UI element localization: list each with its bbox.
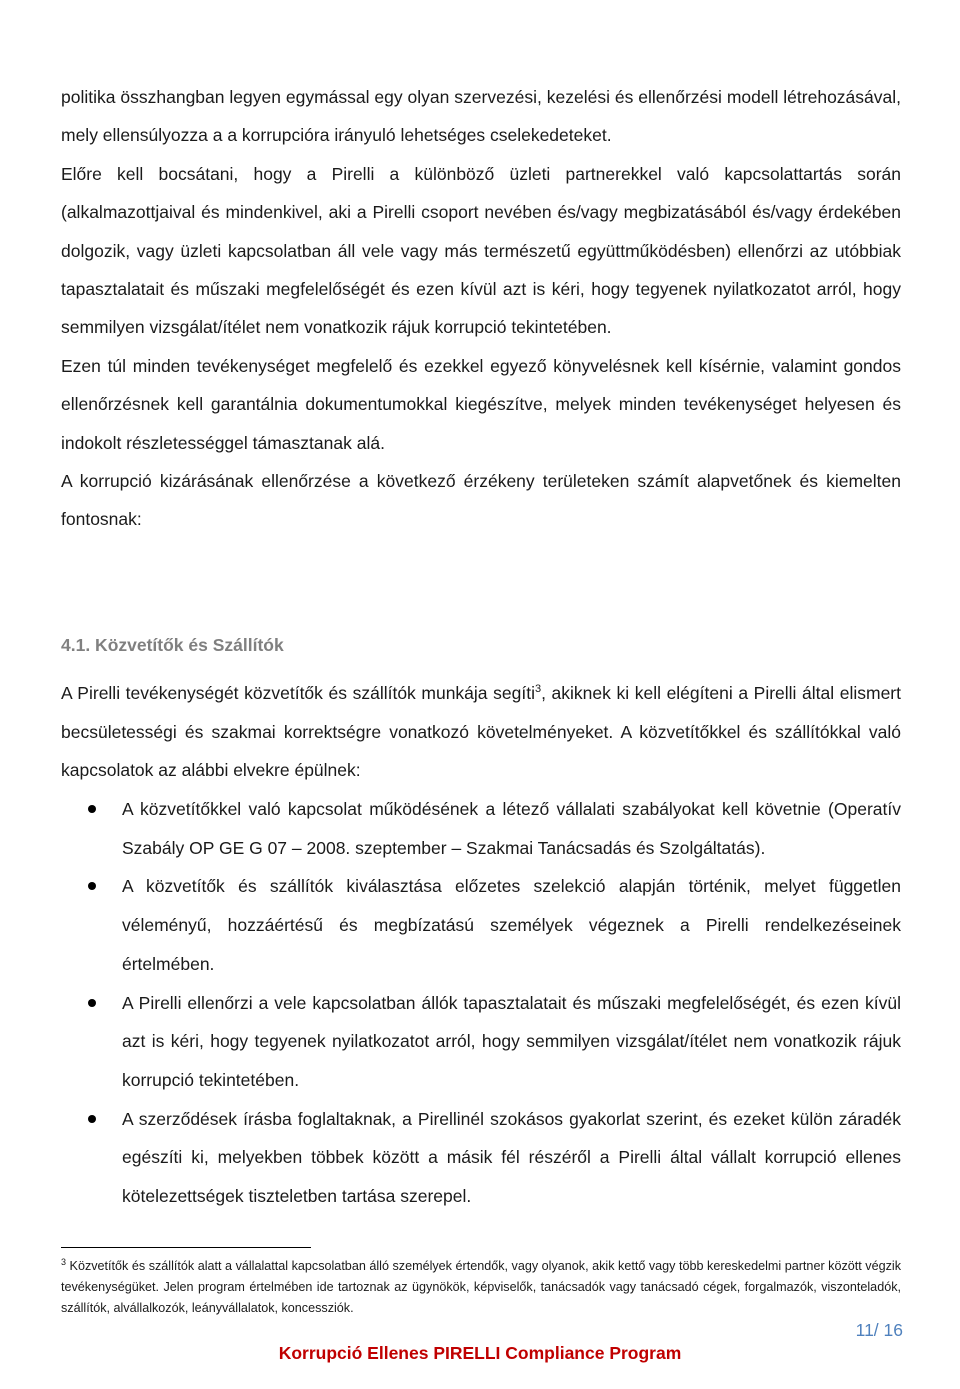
list-item (61, 1100, 901, 1216)
section-intro-text: , akiknek ki kell elégíteni a Pirelli által elismert becsületességi és szakmai korrektségre vonatkozó követelményeket. A közvetítőkkel és szállítókkal való kapcsolatok az alábbi elvekre épülnek: (61, 683, 901, 780)
paragraph: Ezen túl minden tevékenységet megfelelő és ezekkel egyező könyvelésnek kell kísérnie, valamint gondos ellenőrzésnek kell garantálnia dokumentumokkal kiegészítve, melyek minden tevékenységet helyesen és indokolt részletességgel támasztanak alá. (61, 355, 901, 453)
paragraph: politika összhangban legyen egymással egy olyan szervezési, kezelési és ellenőrzési modell létrehozásával, mely ellensúlyozza a a korrupcióra irányuló lehetséges cselekedeteket. (61, 87, 901, 146)
list-item-text: A közvetítőkkel való kapcsolat működésének a létező vállalati szabályokat kell követnie (Operatív Szabály OP GE G 07 – 2008. szeptember – Szakmai Tanácsadás és Szolgáltatás). (122, 799, 901, 858)
section-intro (61, 674, 901, 790)
page-number: 11/ 16 (855, 1320, 903, 1340)
list-item-text: A szerződések írásba foglaltaknak, a Pirellinél szokásos gyakorlat szerint, és ezeket külön záradék egészíti ki, melyekben többek között a másik fél részéről a Pirelli által vállalt korrupció ellenes kötelezettségek tiszteletben tartása szerepel. (122, 1108, 901, 1207)
list-item-text: A Pirelli ellenőrzi a vele kapcsolatban állók tapasztalatait és műszaki megfelelőségét, és ezen kívül azt is kéri, hogy tegyenek nyilatkozatot arról, hogy semmilyen vizsgálat/ítélet nem vonatkozik rájuk korrupció tekintetében. (122, 992, 901, 1090)
footer-title: Korrupció Ellenes PIRELLI Compliance Program (278, 1343, 682, 1363)
list-item (61, 867, 901, 983)
footnote-divider (61, 1247, 311, 1248)
footnote (61, 1256, 901, 1319)
body-text (61, 78, 901, 539)
list-item (61, 790, 901, 867)
list-item (61, 984, 901, 1100)
list-item-text: A közvetítők és szállítók kiválasztása előzetes szelekció alapján történik, melyet független véleményű, hozzáértésű és megbízatású személyek végeznek a Pirelli rendelkezéseinek értelmében. (122, 876, 901, 974)
section-heading: 4.1. Közvetítők és Szállítók (61, 635, 284, 655)
section-intro-text: A Pirelli tevékenységét közvetítők és szállítók munkája segíti (61, 683, 535, 703)
paragraph: Előre kell bocsátani, hogy a Pirelli a különböző üzleti partnerekkel való kapcsolattartás során (alkalmazottjaival és mindenkivel, aki a Pirelli csoport nevében és/vagy megbizatásából és/vagy érdekében dolgozik, vagy üzleti kapcsolatban áll vele vagy más természetű együttműködésben) ellenőrzi az utóbbiak tapasztalatait és műszaki megfelelőségét és ezen kívül azt is kéri, hogy tegyenek nyilatkozatot arról, hogy semmilyen vizsgálat/ítélet nem vonatkozik rájuk korrupció tekintetében. (61, 163, 901, 338)
bullet-icon (88, 1115, 96, 1123)
bullet-icon (88, 999, 96, 1007)
bullet-icon (88, 805, 96, 813)
bullet-icon (88, 882, 96, 890)
footnote-reference[interactable]: 3 (534, 683, 542, 696)
footnote-text: Közvetítők és szállítók alatt a vállalattal kapcsolatban álló személyek értendők, vagy olyanok, akik kettő vagy több kereskedelmi partner között végzik tevékenységüket. Jelen program értelmében ide tartoznak az ügynökök, képviselők, tanácsadók vagy tanácsadó cégek, forgalmazók, viszonteladók, szállítók, alvállalkozók, leányvállalatok, koncessziók. (61, 1259, 901, 1315)
footnote-marker: 3 (61, 1256, 67, 1267)
bullet-list (61, 790, 901, 1216)
paragraph: A korrupció kizárásának ellenőrzése a következő érzékeny területeken számít alapvetőnek és kiemelten fontosnak: (61, 471, 901, 530)
